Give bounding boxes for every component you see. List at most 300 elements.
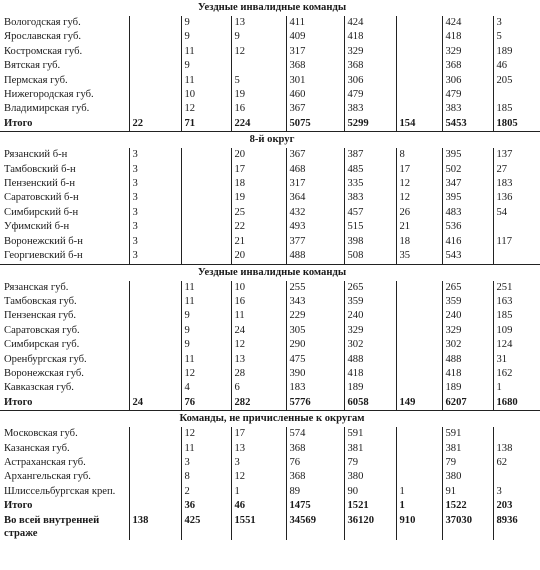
table-cell bbox=[181, 220, 231, 234]
table-cell: Пермская губ. bbox=[4, 74, 68, 86]
table-cell: Владимирская губ. bbox=[4, 103, 90, 115]
table-cell: 35 bbox=[396, 249, 442, 264]
table-cell: 5075 bbox=[286, 117, 344, 132]
table-cell: 27 bbox=[493, 163, 540, 177]
table-cell: 1680 bbox=[493, 396, 540, 411]
table-cell: 418 bbox=[442, 30, 493, 44]
table-row bbox=[0, 381, 540, 395]
table-cell bbox=[181, 191, 231, 205]
table-cell: 265 bbox=[442, 281, 493, 295]
table-cell: 409 bbox=[286, 30, 344, 44]
table-cell bbox=[396, 281, 442, 295]
table-cell: 329 bbox=[344, 324, 396, 338]
table-cell: 468 bbox=[286, 163, 344, 177]
table-cell: 16 bbox=[231, 295, 286, 309]
table-row bbox=[0, 367, 540, 381]
table-cell: 11 bbox=[181, 442, 231, 456]
table-cell: Оренбургская губ. bbox=[4, 353, 87, 365]
table-cell: 479 bbox=[442, 88, 493, 102]
table-cell: 368 bbox=[286, 59, 344, 73]
table-cell: 3 bbox=[129, 191, 181, 205]
table-cell: 364 bbox=[286, 191, 344, 205]
table-cell: 16 bbox=[231, 102, 286, 116]
table-cell: 22 bbox=[231, 220, 286, 234]
table-cell: Шлиссельбургская креп. bbox=[4, 485, 116, 497]
table-cell: Вятская губ. bbox=[4, 60, 61, 72]
table-cell: 89 bbox=[286, 485, 344, 499]
table-cell: 3 bbox=[493, 485, 540, 499]
table-cell: 224 bbox=[231, 117, 286, 132]
table-cell bbox=[129, 45, 181, 59]
table-row bbox=[0, 470, 540, 484]
table-cell: Московская губ. bbox=[4, 428, 78, 440]
table-cell bbox=[396, 88, 442, 102]
table-cell: 418 bbox=[344, 30, 396, 44]
table-cell bbox=[129, 295, 181, 309]
table-cell: 383 bbox=[442, 102, 493, 116]
table-cell: 12 bbox=[181, 367, 231, 381]
table-cell: 302 bbox=[442, 338, 493, 352]
table-cell: 411 bbox=[286, 16, 344, 30]
table-cell: 9 bbox=[181, 324, 231, 338]
table-cell: 79 bbox=[442, 456, 493, 470]
table-cell: 317 bbox=[286, 45, 344, 59]
table-row bbox=[0, 338, 540, 352]
table-cell: 17 bbox=[231, 163, 286, 177]
table-row bbox=[0, 456, 540, 470]
table-cell: 71 bbox=[181, 117, 231, 132]
table-cell: 910 bbox=[396, 514, 442, 540]
table-cell bbox=[396, 102, 442, 116]
table-cell: Пензенский б-н bbox=[4, 178, 76, 190]
table-row bbox=[0, 427, 540, 441]
table-cell: 21 bbox=[231, 235, 286, 249]
table-cell: Костромская губ. bbox=[4, 45, 83, 57]
table-cell bbox=[396, 324, 442, 338]
table-cell: 383 bbox=[344, 191, 396, 205]
table-cell: 203 bbox=[493, 499, 540, 513]
table-cell: 9 bbox=[181, 30, 231, 44]
table-cell: 543 bbox=[442, 249, 493, 264]
table-cell: 18 bbox=[231, 177, 286, 191]
table-cell: 10 bbox=[181, 88, 231, 102]
section-title: 8-й округ bbox=[0, 132, 540, 149]
table-cell bbox=[129, 442, 181, 456]
table-cell: Воронежская губ. bbox=[4, 367, 84, 379]
table-cell: 46 bbox=[493, 59, 540, 73]
table-cell: 368 bbox=[286, 470, 344, 484]
table-cell: 381 bbox=[344, 442, 396, 456]
table-cell: 21 bbox=[396, 220, 442, 234]
table-cell: 508 bbox=[344, 249, 396, 264]
table-cell: 329 bbox=[442, 45, 493, 59]
table-cell bbox=[129, 281, 181, 295]
table-cell: Саратовский б-н bbox=[4, 192, 79, 204]
table-cell: 1 bbox=[231, 485, 286, 499]
table-cell bbox=[493, 220, 540, 234]
table-cell: 387 bbox=[344, 148, 396, 162]
section-title: Команды, не причисленные к округам bbox=[0, 411, 540, 428]
table-cell bbox=[396, 367, 442, 381]
table-cell: Уфимский б-н bbox=[4, 221, 70, 233]
table-cell bbox=[129, 324, 181, 338]
table-cell bbox=[396, 16, 442, 30]
table-cell: 317 bbox=[286, 177, 344, 191]
table-cell: 11 bbox=[181, 74, 231, 88]
table-cell: 185 bbox=[493, 102, 540, 116]
table-cell: Во всей внутренней страже bbox=[4, 514, 100, 539]
table-cell: 5 bbox=[493, 30, 540, 44]
table-cell: 162 bbox=[493, 367, 540, 381]
table-cell: 31 bbox=[493, 353, 540, 367]
table-cell: 479 bbox=[344, 88, 396, 102]
table-cell: 13 bbox=[231, 16, 286, 30]
table-cell: 347 bbox=[442, 177, 493, 191]
table-row bbox=[0, 148, 540, 162]
table-cell bbox=[129, 470, 181, 484]
table-row bbox=[0, 88, 540, 102]
table-cell: 306 bbox=[442, 74, 493, 88]
table-cell bbox=[396, 353, 442, 367]
table-cell bbox=[396, 470, 442, 484]
total-row bbox=[0, 117, 540, 132]
table-row bbox=[0, 281, 540, 295]
table-cell: 26 bbox=[396, 206, 442, 220]
table-cell: 255 bbox=[286, 281, 344, 295]
table-cell: 483 bbox=[442, 206, 493, 220]
table-cell: 240 bbox=[344, 309, 396, 323]
table-cell: 380 bbox=[442, 470, 493, 484]
table-cell: 390 bbox=[286, 367, 344, 381]
table-cell: 183 bbox=[493, 177, 540, 191]
table-cell: 383 bbox=[344, 102, 396, 116]
table-cell bbox=[129, 309, 181, 323]
table-cell: 3 bbox=[129, 163, 181, 177]
table-cell bbox=[129, 427, 181, 441]
table-cell bbox=[181, 163, 231, 177]
section-title: Уездные инвалидные команды bbox=[0, 264, 540, 281]
table-cell: 302 bbox=[344, 338, 396, 352]
table-cell: 54 bbox=[493, 206, 540, 220]
table-cell: 515 bbox=[344, 220, 396, 234]
table-cell: 359 bbox=[344, 295, 396, 309]
table-cell: 37030 bbox=[442, 514, 493, 540]
table-cell bbox=[396, 427, 442, 441]
table-cell: 18 bbox=[396, 235, 442, 249]
table-cell: 3 bbox=[129, 220, 181, 234]
table-cell bbox=[129, 59, 181, 73]
table-cell: 3 bbox=[493, 16, 540, 30]
table-cell: Рязанская губ. bbox=[4, 281, 69, 293]
table-cell: 6207 bbox=[442, 396, 493, 411]
table-cell: 62 bbox=[493, 456, 540, 470]
table-row bbox=[0, 485, 540, 499]
table-cell: 3 bbox=[129, 148, 181, 162]
table-cell: 1551 bbox=[231, 514, 286, 540]
table-cell: 1522 bbox=[442, 499, 493, 513]
table-cell: 117 bbox=[493, 235, 540, 249]
table-cell: 418 bbox=[344, 367, 396, 381]
table-cell: 12 bbox=[231, 45, 286, 59]
table-cell: 282 bbox=[231, 396, 286, 411]
table-row bbox=[0, 16, 540, 30]
table-cell bbox=[129, 88, 181, 102]
table-cell: 34569 bbox=[286, 514, 344, 540]
table-cell: 9 bbox=[181, 338, 231, 352]
table-cell: 185 bbox=[493, 309, 540, 323]
table-cell: 475 bbox=[286, 353, 344, 367]
section-title: Уездные инвалидные команды bbox=[197, 2, 347, 13]
table-cell: 502 bbox=[442, 163, 493, 177]
table-cell: 229 bbox=[286, 309, 344, 323]
table-cell: 8936 bbox=[493, 514, 540, 540]
table-cell: 8 bbox=[396, 148, 442, 162]
table-cell: 12 bbox=[181, 427, 231, 441]
table-cell: 329 bbox=[344, 45, 396, 59]
table-cell: 28 bbox=[231, 367, 286, 381]
table-cell bbox=[396, 442, 442, 456]
table-cell bbox=[129, 338, 181, 352]
total-row bbox=[0, 396, 540, 411]
table-cell: 9 bbox=[181, 59, 231, 73]
table-row bbox=[0, 191, 540, 205]
table-cell bbox=[181, 148, 231, 162]
table-cell: 488 bbox=[344, 353, 396, 367]
table-cell: 2 bbox=[181, 485, 231, 499]
table-row bbox=[0, 353, 540, 367]
table-cell: Кавказская губ. bbox=[4, 382, 74, 394]
table-cell bbox=[493, 249, 540, 264]
table-cell: 574 bbox=[286, 427, 344, 441]
table-cell bbox=[129, 499, 181, 513]
table-cell: 359 bbox=[442, 295, 493, 309]
table-row bbox=[0, 249, 540, 264]
table-cell bbox=[129, 381, 181, 395]
table-cell: 432 bbox=[286, 206, 344, 220]
table-cell bbox=[396, 74, 442, 88]
table-cell: 301 bbox=[286, 74, 344, 88]
table-cell: Пензенская губ. bbox=[4, 310, 77, 322]
table-cell: 485 bbox=[344, 163, 396, 177]
table-cell bbox=[396, 381, 442, 395]
table-cell bbox=[129, 367, 181, 381]
table-row bbox=[0, 309, 540, 323]
table-cell: 11 bbox=[181, 45, 231, 59]
table-cell: 124 bbox=[493, 338, 540, 352]
table-cell: 306 bbox=[344, 74, 396, 88]
table-cell: 3 bbox=[129, 177, 181, 191]
table-cell: 11 bbox=[231, 309, 286, 323]
table-row bbox=[0, 324, 540, 338]
table-cell: Георгиевский б-н bbox=[0, 249, 129, 264]
table-cell: 380 bbox=[344, 470, 396, 484]
table-cell: Итого bbox=[4, 117, 33, 129]
table-cell: Нижегородская губ. bbox=[4, 89, 94, 101]
table-cell bbox=[396, 59, 442, 73]
table-cell bbox=[129, 102, 181, 116]
section-header bbox=[0, 132, 540, 149]
table-cell: 46 bbox=[231, 499, 286, 513]
table-cell: 3 bbox=[129, 206, 181, 220]
table-cell: 11 bbox=[181, 281, 231, 295]
table-cell: 12 bbox=[231, 470, 286, 484]
table-cell: 36120 bbox=[344, 514, 396, 540]
table-cell: 90 bbox=[344, 485, 396, 499]
table-cell: 591 bbox=[344, 427, 396, 441]
table-cell: 1 bbox=[493, 381, 540, 395]
table-cell bbox=[396, 45, 442, 59]
table-cell: 12 bbox=[231, 338, 286, 352]
table-cell: 11 bbox=[181, 295, 231, 309]
table-cell: 12 bbox=[396, 191, 442, 205]
table-cell bbox=[129, 456, 181, 470]
table-cell: 189 bbox=[442, 381, 493, 395]
table-cell: 398 bbox=[344, 235, 396, 249]
table-cell bbox=[396, 338, 442, 352]
table-cell: 3 bbox=[129, 235, 181, 249]
table-cell: Итого bbox=[4, 500, 33, 512]
table-cell: 395 bbox=[442, 148, 493, 162]
table-cell: 488 bbox=[442, 353, 493, 367]
table-cell: 377 bbox=[286, 235, 344, 249]
table-cell: 424 bbox=[344, 16, 396, 30]
section-header bbox=[0, 0, 540, 16]
table-cell: 20 bbox=[231, 148, 286, 162]
table-cell: Симбирская губ. bbox=[4, 339, 80, 351]
table-cell: 5453 bbox=[442, 117, 493, 132]
table-cell: 536 bbox=[442, 220, 493, 234]
table-cell: 368 bbox=[442, 59, 493, 73]
table-cell bbox=[129, 74, 181, 88]
table-cell: 163 bbox=[493, 295, 540, 309]
table-cell: Архангельская губ. bbox=[4, 471, 91, 483]
table-cell: 367 bbox=[286, 148, 344, 162]
table-row bbox=[0, 45, 540, 59]
table-cell: 240 bbox=[442, 309, 493, 323]
table-cell bbox=[396, 456, 442, 470]
table-cell: Тамбовский б-н bbox=[4, 163, 76, 175]
table-cell: Казанская губ. bbox=[4, 442, 70, 454]
table-cell: 6058 bbox=[344, 396, 396, 411]
table-cell: 368 bbox=[286, 442, 344, 456]
table-cell: 137 bbox=[493, 148, 540, 162]
table-cell: Рязанский б-н bbox=[4, 149, 68, 161]
table-cell: 9 bbox=[181, 16, 231, 30]
table-cell: 329 bbox=[442, 324, 493, 338]
table-cell: 1521 bbox=[344, 499, 396, 513]
table-cell: 17 bbox=[396, 163, 442, 177]
table-cell: 1805 bbox=[493, 117, 540, 132]
table-cell: 3 bbox=[231, 456, 286, 470]
table-row bbox=[0, 163, 540, 177]
table-cell: 189 bbox=[493, 45, 540, 59]
table-cell: Астраханская губ. bbox=[4, 456, 86, 468]
table-cell: 493 bbox=[286, 220, 344, 234]
section-header bbox=[0, 264, 540, 281]
table-cell: 424 bbox=[442, 16, 493, 30]
table-cell: 488 bbox=[286, 249, 344, 264]
table-row bbox=[0, 295, 540, 309]
table-cell bbox=[181, 206, 231, 220]
table-cell: 13 bbox=[231, 353, 286, 367]
table-cell bbox=[129, 16, 181, 30]
table-cell: 205 bbox=[493, 74, 540, 88]
table-cell: 368 bbox=[344, 59, 396, 73]
table-cell: 290 bbox=[286, 338, 344, 352]
table-row bbox=[0, 102, 540, 116]
table-cell bbox=[181, 235, 231, 249]
table-cell: 79 bbox=[344, 456, 396, 470]
table-cell: Ярославская губ. bbox=[4, 31, 82, 43]
table-cell: 395 bbox=[442, 191, 493, 205]
table-cell: 9 bbox=[231, 30, 286, 44]
table-cell: Тамбовская губ. bbox=[4, 295, 77, 307]
table-cell: 1 bbox=[396, 485, 442, 499]
table-cell: 425 bbox=[181, 514, 231, 540]
table-cell: 138 bbox=[129, 514, 181, 540]
table-cell: 381 bbox=[442, 442, 493, 456]
table-cell: 457 bbox=[344, 206, 396, 220]
section-header bbox=[0, 411, 540, 428]
table-cell: 24 bbox=[231, 324, 286, 338]
table-cell: 4 bbox=[181, 381, 231, 395]
table-cell: 1475 bbox=[286, 499, 344, 513]
table-cell: 343 bbox=[286, 295, 344, 309]
table-row bbox=[0, 177, 540, 191]
table-cell: 154 bbox=[396, 117, 442, 132]
table-row bbox=[0, 220, 540, 234]
total-row bbox=[0, 499, 540, 513]
table-cell: Саратовская губ. bbox=[4, 324, 80, 336]
table-cell: 5299 bbox=[344, 117, 396, 132]
table-cell: 136 bbox=[493, 191, 540, 205]
table-cell: 149 bbox=[396, 396, 442, 411]
table-cell bbox=[181, 249, 231, 264]
table-cell: 367 bbox=[286, 102, 344, 116]
table-cell bbox=[396, 309, 442, 323]
table-cell: 20 bbox=[231, 249, 286, 264]
table-cell: 19 bbox=[231, 191, 286, 205]
table-cell: 9 bbox=[181, 309, 231, 323]
grand-total-row bbox=[0, 514, 540, 540]
table-cell: 265 bbox=[344, 281, 396, 295]
table-cell: 17 bbox=[231, 427, 286, 441]
table-cell: 3 bbox=[129, 249, 181, 264]
table-cell: 8 bbox=[181, 470, 231, 484]
table-cell: 13 bbox=[231, 442, 286, 456]
table-row bbox=[0, 59, 540, 73]
table-cell bbox=[231, 59, 286, 73]
table-cell: 416 bbox=[442, 235, 493, 249]
table-cell: 251 bbox=[493, 281, 540, 295]
table-cell bbox=[396, 30, 442, 44]
table-cell bbox=[129, 485, 181, 499]
table-cell: 183 bbox=[286, 381, 344, 395]
table-cell: 3 bbox=[181, 456, 231, 470]
table-cell: 460 bbox=[286, 88, 344, 102]
table-cell: 5 bbox=[231, 74, 286, 88]
table-cell: 76 bbox=[286, 456, 344, 470]
table-cell: 591 bbox=[442, 427, 493, 441]
table-cell bbox=[396, 295, 442, 309]
table-cell bbox=[129, 30, 181, 44]
table-cell bbox=[493, 88, 540, 102]
table-cell: 11 bbox=[181, 353, 231, 367]
table-cell bbox=[493, 427, 540, 441]
table-cell: 6 bbox=[231, 381, 286, 395]
table-cell: 305 bbox=[286, 324, 344, 338]
table-cell: 5776 bbox=[286, 396, 344, 411]
